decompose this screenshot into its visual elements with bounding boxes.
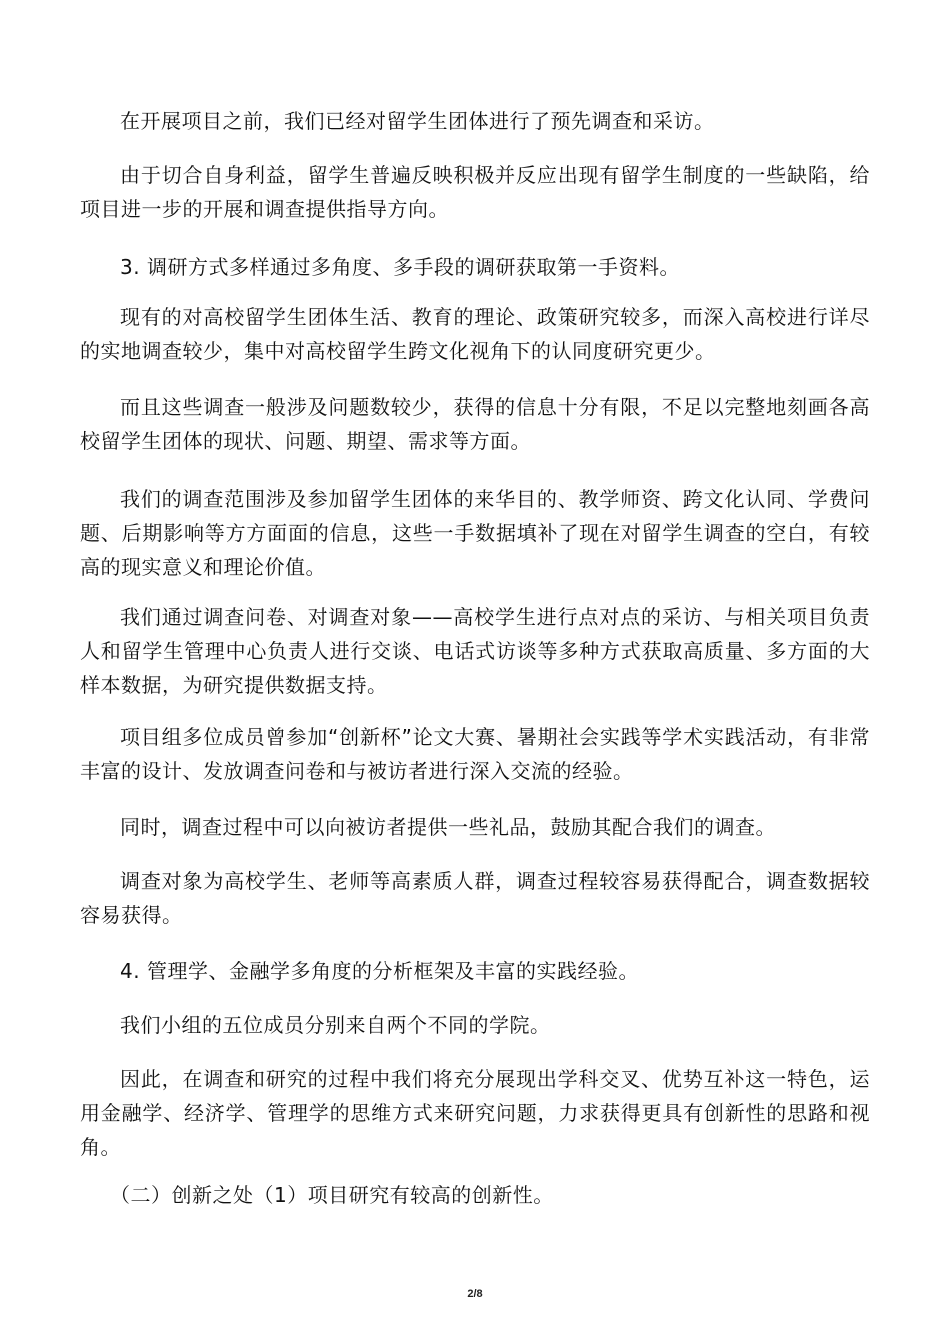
paragraph-heading-innovation: （二）创新之处（1）项目研究有较高的创新性。 (110, 1183, 554, 1207)
paragraph-survey-methods: 我们通过调查问卷、对调查对象——高校学生进行点对点的采访、与相关项目负责人和留学生管理中心负责人进行交谈、电话式访谈等多种方式获取高质量、多方面的大样本数据，为研究提供数据支持。 (80, 605, 870, 697)
paragraph-existing-research: 现有的对高校留学生团体生活、教育的理论、政策研究较多，而深入高校进行详尽的实地调查较少，集中对高校留学生跨文化视角下的认同度研究更少。 (80, 305, 870, 363)
paragraph-team-experience: 项目组多位成员曾参加“创新杯”论文大赛、暑期社会实践等学术实践活动，有非常丰富的设计、发放调查问卷和与被访者进行深入交流的经验。 (80, 725, 870, 783)
paragraph-limited-surveys: 而且这些调查一般涉及问题数较少，获得的信息十分有限，不足以完整地刻画各高校留学生团体的现状、问题、期望、需求等方面。 (80, 395, 870, 453)
paragraph-gifts: 同时，调查过程中可以向被访者提供一些礼品，鼓励其配合我们的调查。 (120, 815, 776, 839)
page-number: 2/8 (467, 1288, 483, 1300)
paragraph-survey-scope: 我们的调查范围涉及参加留学生团体的来华目的、教学师资、跨文化认同、学费问题、后期影响等方方面面的信息，这些一手数据填补了现在对留学生调查的空白，有较高的现实意义和理论价值。 (80, 487, 870, 579)
paragraph-heading-research-methods: 3. 调研方式多样通过多角度、多手段的调研获取第一手资料。 (120, 255, 680, 279)
paragraph-pre-survey: 在开展项目之前，我们已经对留学生团体进行了预先调查和采访。 (120, 109, 715, 133)
paragraph-interdisciplinary: 因此，在调查和研究的过程中我们将充分展现出学科交叉、优势互补这一特色，运用金融学、经济学、管理学的思维方式来研究问题，力求获得更具有创新性的思路和视角。 (80, 1067, 870, 1159)
paragraph-student-feedback: 由于切合自身利益，留学生普遍反映积极并反应出现有留学生制度的一些缺陷，给项目进一步的开展和调查提供指导方向。 (80, 163, 870, 221)
paragraph-team-members: 我们小组的五位成员分别来自两个不同的学院。 (120, 1013, 551, 1037)
paragraph-heading-analysis-framework: 4. 管理学、金融学多角度的分析框架及丰富的实践经验。 (120, 959, 639, 983)
paragraph-survey-subjects: 调查对象为高校学生、老师等高素质人群，调查过程较容易获得配合，调查数据较容易获得。 (80, 869, 870, 927)
